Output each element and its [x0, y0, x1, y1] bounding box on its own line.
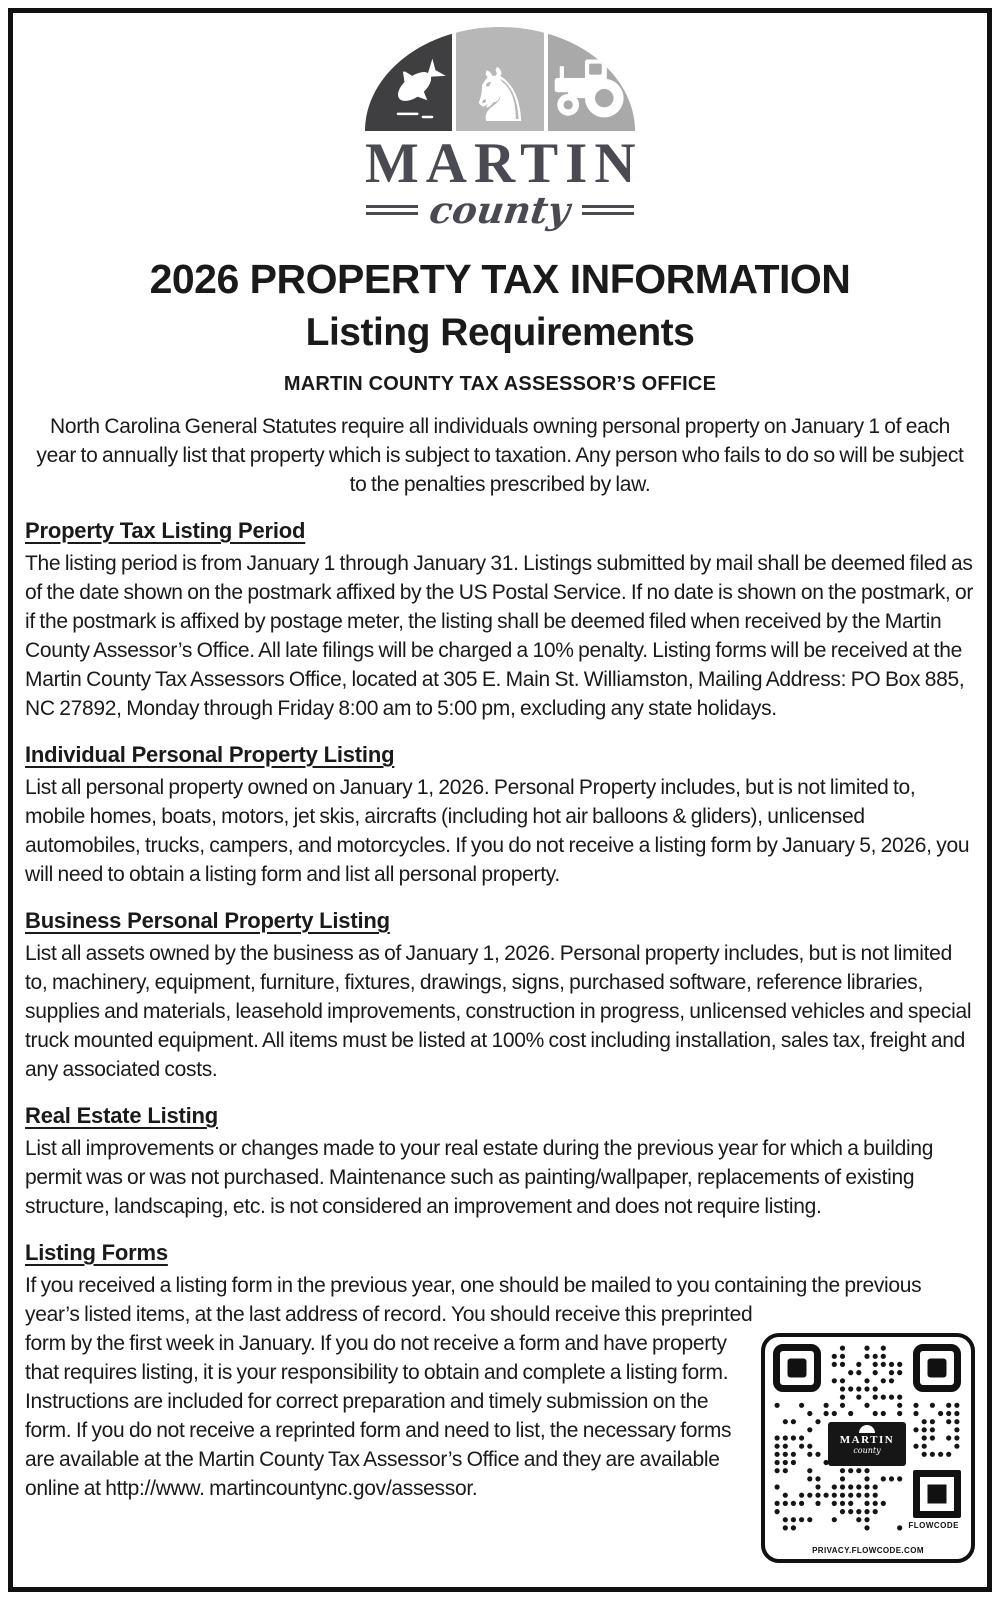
section-individual-personal-property: [23, 742, 977, 889]
section-body: List all improvements or changes made to your real estate during the previous year for which a building permit was or was not purchased. Maintenance such as painting/wallpaper, replacements of existing structure, landscaping, etc. is not considered an improvement and does not require listing.: [25, 1137, 934, 1218]
qr-privacy-url: PRIVACY.FLOWCODE.COM: [812, 1546, 924, 1555]
section-heading: Listing Forms: [25, 1240, 168, 1265]
section-real-estate-listing: [23, 1103, 977, 1221]
section-body: List all assets owned by the business as of January 1, 2026. Personal property includes, but is not limited to, machinery, equipment, furniture, fixtures, drawings, signs, purchased software, reference libraries, supplies and materials, leasehold improvements, construction in progress, unlicensed vehicles and special truck mounted equipment. All items must be listed at 100% cost including installation, sales tax, freight and any associated costs.: [25, 942, 972, 1081]
section-listing-forms: [23, 1240, 977, 1563]
page-frame: [8, 8, 992, 1592]
section-heading: Individual Personal Property Listing: [25, 742, 395, 767]
tractor-icon: [548, 27, 635, 131]
section-property-tax-listing-period: [23, 518, 977, 723]
qr-finder-bottom-right: [913, 1470, 961, 1518]
qr-logo-arch: [859, 1425, 875, 1433]
logo-rule-left: [366, 205, 418, 215]
section-heading: Real Estate Listing: [25, 1103, 219, 1128]
flowcode-brand-label: FLOWCODE: [908, 1521, 959, 1530]
intro-paragraph: North Carolina General Statutes require all individuals owning personal property on January 1 of each year to annually list that property which is subject to taxation. Any person who fails to do so will be subject to the penalties prescribed by law.: [36, 415, 964, 496]
qr-center-logo: MARTIN county: [828, 1422, 906, 1466]
logo-name: MARTIN: [365, 132, 643, 195]
page-title: 2026 PROPERTY TAX INFORMATION: [149, 256, 851, 302]
office-name: MARTIN COUNTY TAX ASSESSOR’S OFFICE: [283, 373, 717, 395]
section-body-part1: If you received a listing form in the previous year, one should be mailed to you containing the previous year’s listed items, at the last address of record. You should receive this preprinted: [25, 1274, 922, 1326]
section-body: The listing period is from January 1 through January 31. Listings submitted by mail shall be deemed filed as of the date shown on the postmark affixed by the US Postal Service. If no date is shown on the postmark, or if the postmark is affixed by postage meter, the listing shall be deemed filed when received by the Martin County Assessor’s Office. All late filings will be charged a 10% penalty. Listing forms will be received at the Martin County Tax Assessors Office, located at 305 E. Main St. Williamston, Mailing Address: PO Box 885, NC 27892, Monday through Friday 8:00 am to 5:00 pm, excluding any state holidays.: [25, 552, 974, 720]
logo-subname: county: [427, 188, 573, 232]
section-body: List all personal property owned on January 1, 2026. Personal Property includes, but is not limited to, mobile homes, boats, motors, jet skis, aircrafts (including hot air balloons & gliders), unlicensed automobiles, trucks, campers, and motorcycles. If you do not receive a listing form by January 5, 2026, you will need to obtain a listing form and list all personal property.: [25, 776, 970, 886]
section-body-part2: form by the first week in January. If you do not receive a form and have property that requires listing, it is your responsibility to obtain and complete a listing form. Instructions are included for correct preparation and timely submission on the form. If you do not receive a reprinted form and need to list, the necessary forms are available at the Martin County Tax Assessor’s Office and they are available online at http://www. martincountync.gov/assessor.: [25, 1332, 732, 1500]
qr-finder-top-right: [913, 1344, 961, 1392]
martin-county-logo: [360, 27, 643, 232]
logo-rule-right: [582, 205, 634, 215]
section-heading: Business Personal Property Listing: [25, 908, 390, 933]
section-heading: Property Tax Listing Period: [25, 518, 306, 543]
page-subtitle: Listing Requirements: [305, 311, 695, 354]
flowcode-qr-code: [761, 1333, 975, 1563]
qr-finder-top-left: [773, 1344, 821, 1392]
fish-icon: [365, 27, 452, 131]
horse-icon: ♞: [456, 27, 543, 131]
section-business-personal-property: [23, 908, 977, 1084]
logo-arch: [365, 27, 635, 131]
